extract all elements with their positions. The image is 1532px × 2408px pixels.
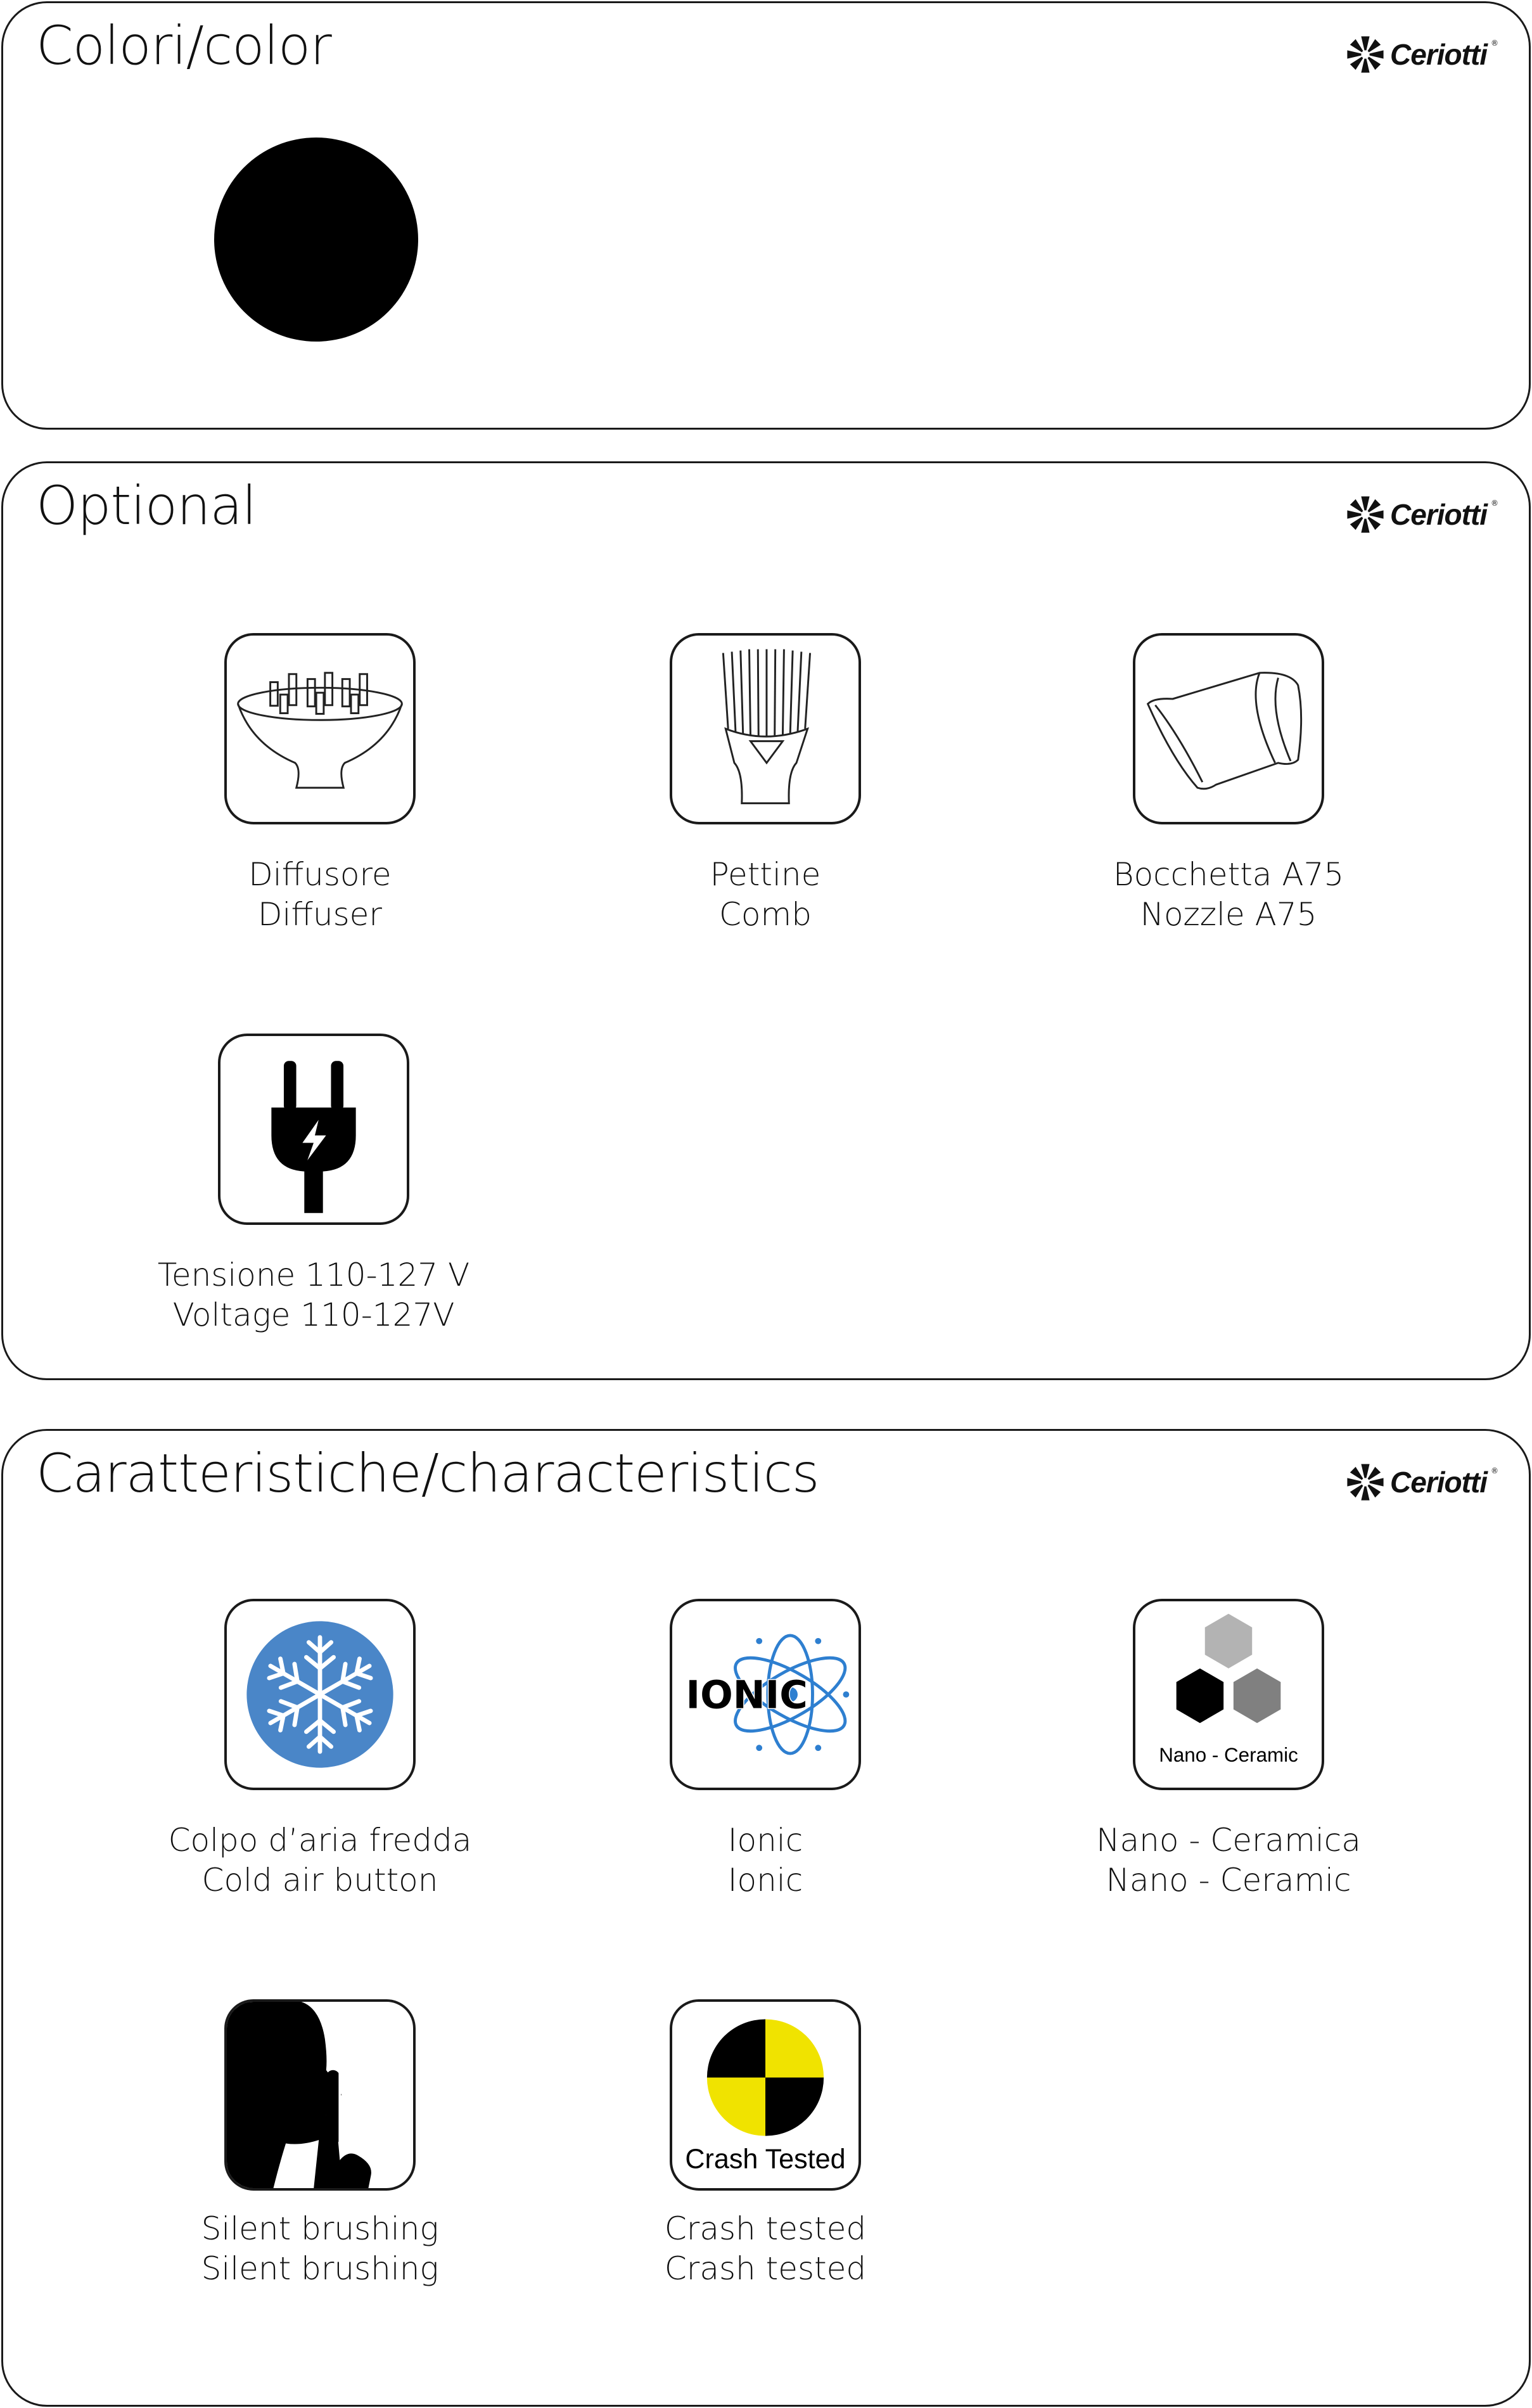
optional-panel-title: Optional (36, 475, 257, 537)
cold-air-label-it: Colpo d’aria fredda (168, 1822, 472, 1859)
nano-ceramic-caption (1038, 1821, 1419, 1900)
nozzle-label-en: Nozzle A75 (1140, 896, 1317, 933)
nano-ceramic-label-it: Nano - Ceramica (1096, 1822, 1361, 1859)
ionic-icon (672, 1601, 859, 1788)
characteristics-panel (1, 1429, 1531, 2407)
comb-label-en: Comb (719, 896, 812, 933)
colors-panel-title: Colori/color (36, 15, 331, 77)
crash-test-icon (672, 2002, 859, 2188)
nozzle-label-it: Bocchetta A75 (1113, 856, 1344, 893)
ionic-caption (575, 1821, 955, 1900)
ionic-label-it: Ionic (727, 1822, 803, 1859)
diffuser-label-en: Diffuser (258, 896, 382, 933)
plug-label-it: Tensione 110-127 V (157, 1257, 470, 1293)
fan-logo-icon (1344, 494, 1386, 535)
nano-ceramic-tile-icon-box (1133, 1599, 1324, 1790)
plug-label-en: Voltage 110-127V (172, 1297, 455, 1333)
plug-icon (220, 1036, 407, 1222)
comb-tile-icon-box (670, 633, 861, 824)
brand-logo (1344, 494, 1498, 535)
ionic-tile-icon-box (670, 1599, 861, 1790)
silent-icon (227, 2002, 413, 2188)
nozzle-icon (1135, 636, 1322, 822)
silent-label-it: Silent brushing (201, 2210, 439, 2247)
nozzle-tile-icon-box (1133, 633, 1324, 824)
cold-air-tile-icon-box (224, 1599, 416, 1790)
optional-panel (1, 461, 1531, 1380)
fan-logo-icon (1344, 1461, 1386, 1503)
brand-name: Ceriotti (1390, 38, 1487, 71)
crash-test-tile-icon-box (670, 1999, 861, 2191)
brand-registered-mark: ® (1491, 499, 1498, 508)
cold-air-caption (130, 1821, 510, 1900)
brand-registered-mark: ® (1491, 39, 1498, 48)
crash-test-icon-text: Crash Tested (685, 2144, 846, 2175)
brand-name: Ceriotti (1390, 498, 1487, 531)
characteristics-panel-title: Caratteristiche/characteristics (36, 1442, 819, 1504)
silent-tile-icon-box (224, 1999, 416, 2191)
fan-logo-icon (1344, 34, 1386, 75)
snowflake-icon (227, 1601, 413, 1788)
comb-label-it: Pettine (710, 856, 821, 893)
ionic-icon-text: IONIC (686, 1673, 808, 1718)
diffuser-icon (227, 636, 413, 822)
crash-test-caption (575, 2209, 955, 2289)
nano-ceramic-label-en: Nano - Ceramic (1106, 1862, 1351, 1899)
brand-name: Ceriotti (1390, 1466, 1487, 1499)
diffuser-caption (130, 855, 510, 935)
crash-test-label-it: Crash tested (664, 2210, 867, 2247)
plug-caption (124, 1255, 504, 1335)
brand-registered-mark: ® (1491, 1466, 1498, 1475)
brand-logo (1344, 1461, 1498, 1503)
nozzle-caption (1038, 855, 1419, 935)
nano-ceramic-icon-text: Nano - Ceramic (1159, 1743, 1298, 1766)
brand-logo (1344, 34, 1498, 75)
comb-icon (672, 636, 859, 822)
diffuser-tile-icon-box (224, 633, 416, 824)
comb-caption (575, 855, 955, 935)
plug-tile-icon-box (218, 1034, 409, 1225)
ionic-label-en: Ionic (727, 1862, 803, 1899)
cold-air-label-en: Cold air button (201, 1862, 438, 1899)
colors-panel (1, 1, 1531, 430)
crash-test-label-en: Crash tested (664, 2250, 867, 2287)
diffuser-label-it: Diffusore (248, 856, 392, 893)
color-swatch-black (214, 138, 418, 342)
nano-ceramic-icon (1135, 1601, 1322, 1788)
silent-label-en: Silent brushing (201, 2250, 439, 2287)
silent-caption (130, 2209, 510, 2289)
